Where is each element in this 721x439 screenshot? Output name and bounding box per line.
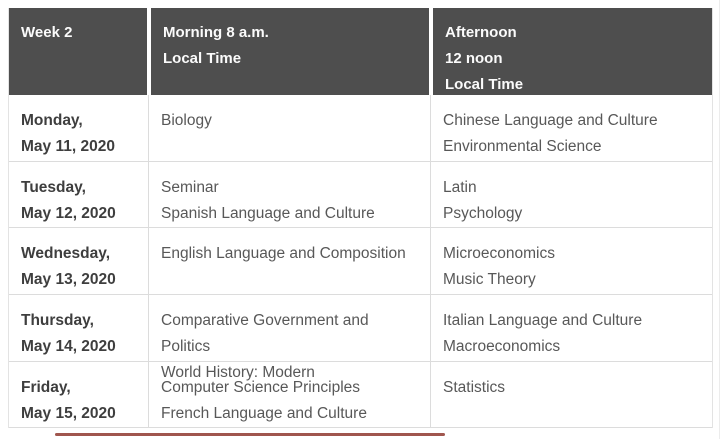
course-label: Computer Science Principles [161,379,361,396]
wednesday-morning-cell [149,228,431,294]
course-label: Biology [161,112,212,129]
course-label: Macroeconomics [443,338,561,355]
day-label: Tuesday, [21,179,86,196]
course-label: Environmental Science [443,138,602,155]
tuesday-afternoon-cell [431,162,712,227]
date-label: May 12, 2020 [21,205,116,222]
course-label: Chinese Language and Culture [443,112,658,129]
monday-date-cell [9,95,149,161]
right-edge-divider [719,0,720,439]
table-row-friday [9,362,712,428]
header-afternoon-line: Local Time [445,76,524,93]
date-label: May 14, 2020 [21,338,116,355]
header-afternoon-line: 12 noon [445,50,503,67]
course-label: Spanish Language and Culture [161,205,375,222]
friday-afternoon-cell [431,362,712,427]
date-label: May 15, 2020 [21,405,116,422]
table-row-tuesday [9,162,712,228]
course-label: French Language and Culture [161,405,367,422]
header-cell-afternoon [431,8,712,95]
tuesday-date-cell [9,162,149,227]
course-label: Psychology [443,205,523,222]
course-label: Comparative Government and Politics [161,312,369,355]
wednesday-date-cell [9,228,149,294]
header-morning-line: Morning 8 a.m. [163,24,269,41]
exam-schedule-table [8,8,713,428]
header-morning-line: Local Time [163,50,242,67]
table-row-thursday [9,295,712,381]
header-afternoon-line: Afternoon [445,24,517,41]
tuesday-morning-cell [149,162,431,227]
course-label: Music Theory [443,271,536,288]
date-label: May 13, 2020 [21,271,116,288]
course-label: Seminar [161,179,219,196]
day-label: Monday, [21,112,83,129]
wednesday-afternoon-cell [431,228,712,294]
header-week-label: Week 2 [21,24,73,41]
date-label: May 11, 2020 [21,138,115,155]
day-label: Friday, [21,379,71,396]
course-label: Latin [443,179,477,196]
day-label: Wednesday, [21,245,111,262]
header-cell-week [9,8,149,95]
day-label: Thursday, [21,312,94,329]
course-label: Microeconomics [443,245,555,262]
table-row-wednesday [9,228,712,295]
course-label: Italian Language and Culture [443,312,643,329]
bottom-accent-line [55,433,445,436]
course-label: English Language and Composition [161,245,406,262]
table-header-row [9,8,712,95]
monday-afternoon-cell [431,95,712,161]
course-label: World History: Modern [161,364,315,381]
monday-morning-cell [149,95,431,161]
course-label: Statistics [443,379,506,396]
header-cell-morning [149,8,431,95]
friday-date-cell [9,362,149,427]
table-row-monday [9,95,712,162]
friday-morning-cell [149,362,431,427]
